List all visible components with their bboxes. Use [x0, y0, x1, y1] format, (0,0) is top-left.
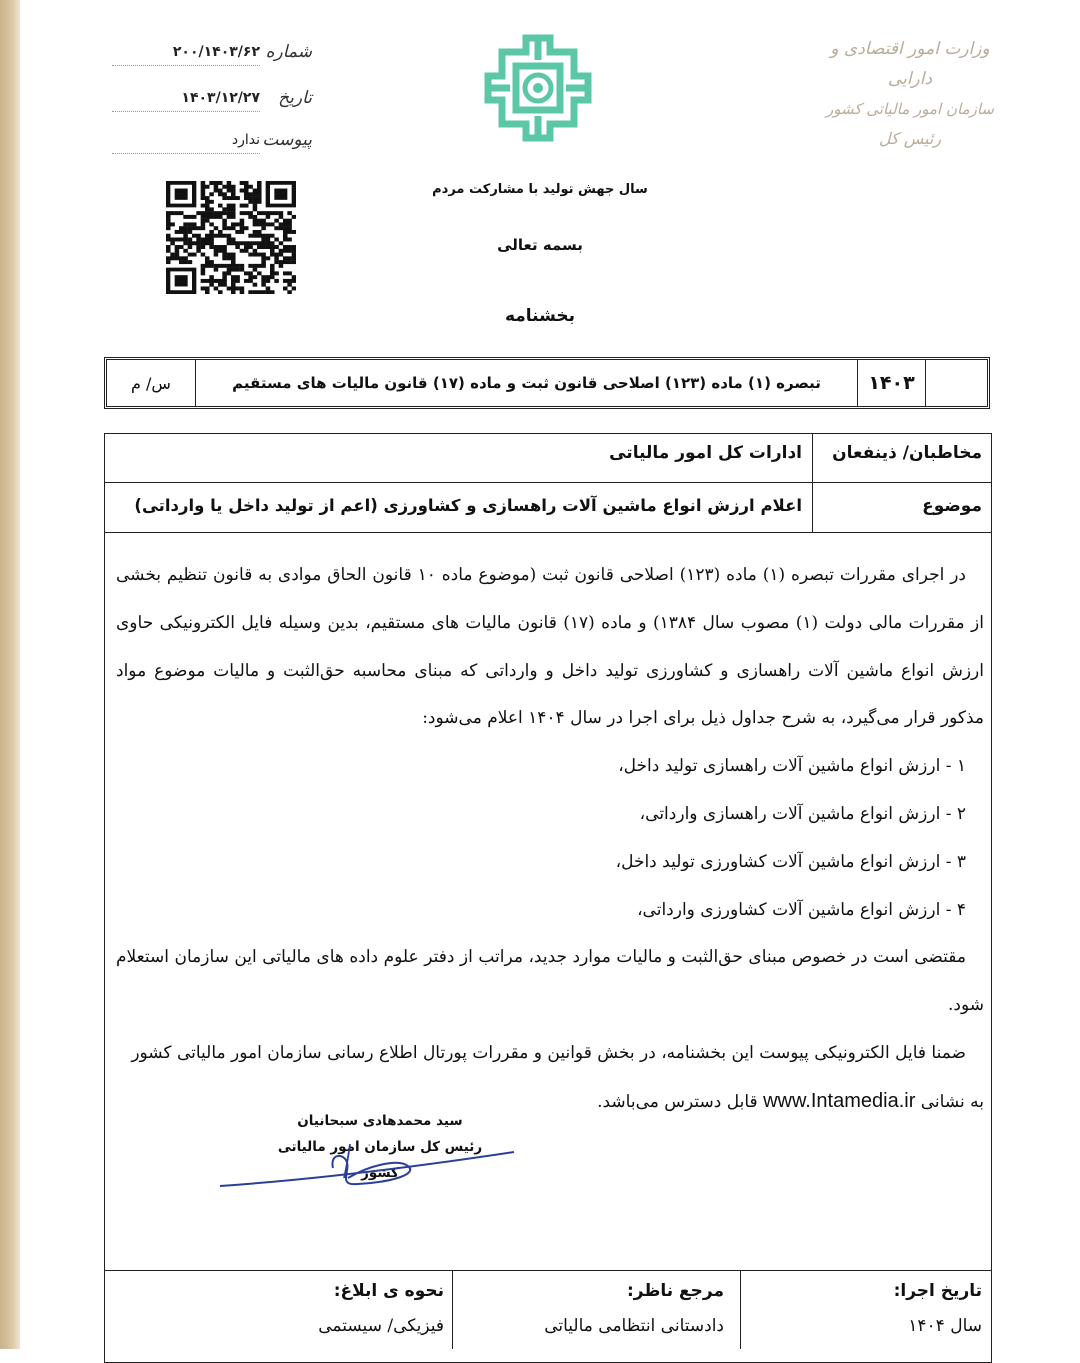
supervisor-label: مرجع ناظر: — [626, 1281, 724, 1301]
list-item: ۲ - ارزش انواع ماشین آلات راهسازی وارداتی، — [639, 803, 966, 824]
body-paragraph-3: ضمنا فایل الکترونیکی پیوست این بخشنامه، در بخش قوانین و مقررات پورتال اطلاع رسانی سازمان امور مالیاتی کشور — [131, 1042, 966, 1063]
notification-method-label: نحوه ی ابلاغ: — [333, 1281, 444, 1301]
addressees-label: مخاطبان/ ذینفعان — [832, 443, 982, 463]
letter-attachment-row — [112, 130, 312, 160]
body-intro: در اجرای مقررات تبصره (۱) ماده (۱۲۳) اصلاحی قانون ثبت (موضوع ماده ۱۰ قانون الحاق موادی به قانون تنظیم بخشی از مقررات مالی دولت (۱) مصوب سال ۱۳۸۴) و ماده (۱۷) قانون مالیات های مستقیم، بدین وسیله فایل الکترونیکی حاوی ارزش انواع ماشین آلات راهسازی و کشاورزی تولید داخل و وارداتی که مبنای محاسبه حق‌الثبت و مالیات موضوع مواد مذکور قرار می‌گیرد، به شرح جداول ذیل برای اجرا در سال ۱۴۰۴ اعلام می‌شود: — [116, 565, 984, 729]
body-paragraph-3-address — [116, 1078, 984, 1127]
attachment-value: ندارد — [231, 132, 260, 148]
signatory-title: رئیس کل سازمان امور مالیاتی کشور — [277, 1139, 483, 1181]
letter-date-row — [112, 88, 312, 118]
ministry-line-3: رئیس کل — [878, 129, 942, 148]
ministry-line-1: وزارت امور اقتصادی و دارایی — [830, 39, 990, 89]
signatory-name: سید محمدهادی سبحانیان — [297, 1113, 463, 1129]
ref-year-cell: ۱۴۰۳ — [857, 360, 925, 406]
ref-subject-cell: تبصره (۱) ماده (۱۲۳) اصلاحی قانون ثبت و ماده (۱۷) قانون مالیات های مستقیم — [195, 360, 857, 406]
execution-date-value: سال ۱۴۰۴ — [908, 1316, 982, 1336]
year-slogan: سال جهش تولید با مشارکت مردم — [432, 182, 648, 197]
divider — [812, 433, 813, 532]
date-value: ۱۴۰۳/۱۲/۲۷ — [181, 90, 260, 106]
addressees-value: ادارات کل امور مالیاتی — [609, 443, 802, 463]
number-value: ۲۰۰/۱۴۰۳/۶۲ — [172, 44, 260, 60]
website-link[interactable]: www.Intamedia.ir — [763, 1089, 916, 1112]
ref-code-cell: س/ م — [131, 373, 171, 393]
list-item: ۱ - ارزش انواع ماشین آلات راهسازی تولید داخل، — [618, 756, 966, 777]
address-prefix: به نشانی — [920, 1091, 984, 1112]
ministry-heading — [810, 34, 1010, 154]
basmala: بسمه تعالی — [497, 236, 583, 254]
divider — [104, 482, 992, 483]
divider — [104, 532, 992, 533]
list-item: ۳ - ارزش انواع ماشین آلات کشاورزی تولید داخل، — [615, 851, 966, 872]
number-label: شماره — [265, 42, 312, 62]
letter-body — [116, 552, 984, 1127]
list-item: ۴ - ارزش انواع ماشین آلات کشاورزی وارداتی، — [637, 899, 966, 920]
body-paragraph-2: مقتضی است در خصوص مبنای حق‌الثبت و مالیات موارد جدید، مراتب از دفتر علوم داده های مالیاتی این سازمان استعلام شود. — [116, 947, 984, 1016]
ref-empty-cell — [925, 360, 987, 406]
notification-method-value: فیزیکی/ سیستمی — [318, 1316, 444, 1336]
handwritten-signature — [218, 1138, 518, 1198]
document-type-title: بخشنامه — [504, 306, 576, 326]
address-suffix: قابل دسترس می‌باشد. — [597, 1091, 758, 1112]
letter-number-row — [112, 42, 312, 72]
reference-table — [104, 357, 990, 409]
page-edge — [0, 0, 20, 1349]
execution-date-label: تاریخ اجرا: — [893, 1281, 982, 1301]
supervisor-value: دادستانی انتظامی مالیاتی — [544, 1316, 724, 1336]
attachment-label: پیوست — [262, 130, 312, 150]
subject-value: اعلام ارزش انواع ماشین آلات راهسازی و کشاورزی (اعم از تولید داخل یا وارداتی) — [134, 496, 802, 515]
ministry-line-2: سازمان امور مالیاتی کشور — [826, 100, 994, 118]
subject-label: موضوع — [922, 496, 982, 516]
date-label: تاریخ — [278, 88, 312, 108]
divider — [104, 1270, 992, 1271]
divider — [452, 1270, 453, 1349]
divider — [740, 1270, 741, 1349]
tax-organization-logo-icon — [480, 30, 596, 146]
